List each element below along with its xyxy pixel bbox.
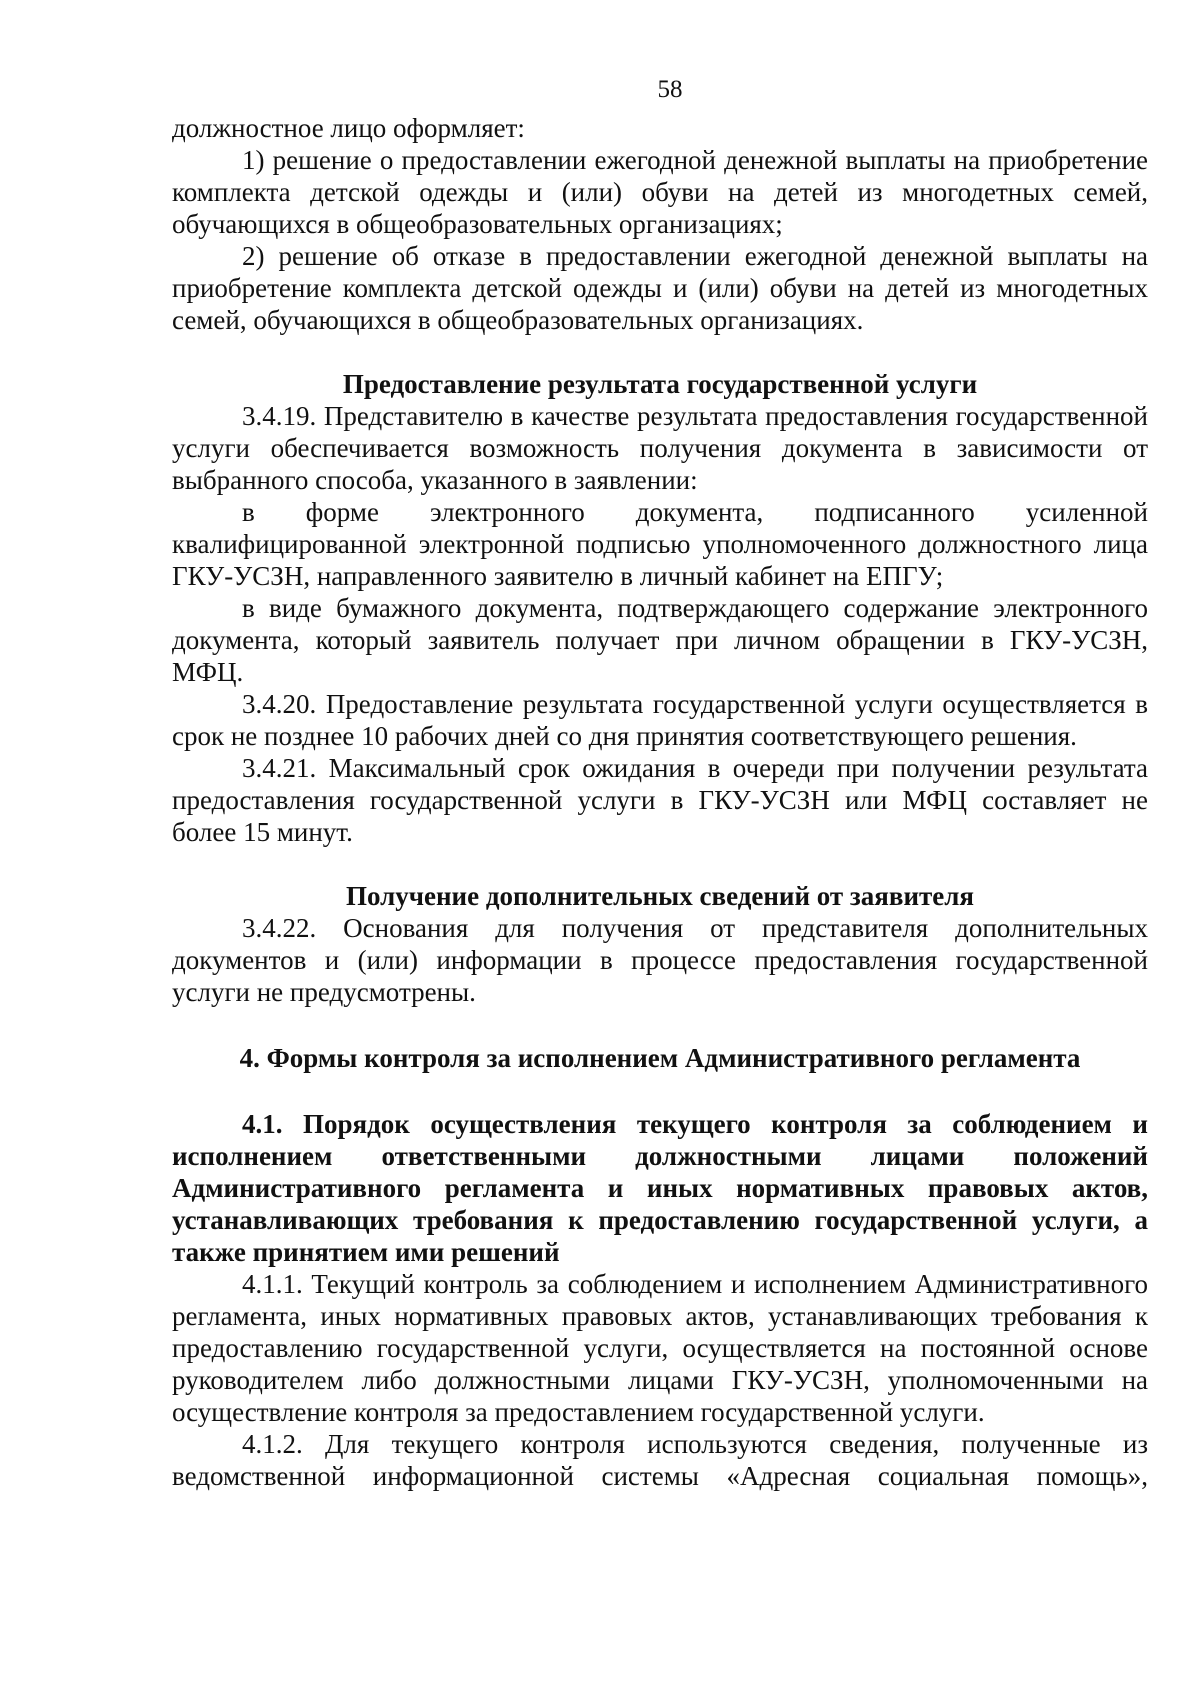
- paragraph-3-4-21: 3.4.21. Максимальный срок ожидания в очереди при получении результата предоставления государственной услуги в ГКУ-УСЗН или МФЦ составляет не более 15 минут.: [172, 753, 1148, 847]
- heading-section-4-1: 4.1. Порядок осуществления текущего контроля за соблюдением и исполнением ответственными должностными лицами положений Административного регламента и иных нормативных правовых актов, устанавливающих требования к предоставлению государственной услуги, а также принятием ими решений: [172, 1109, 1148, 1267]
- heading-result: Предоставление результата государственной услуги: [342, 369, 978, 399]
- page-number: 58: [657, 76, 683, 103]
- paragraph-paper-form: в виде бумажного документа, подтверждающего содержание электронного документа, который заявитель получает при личном обращении в ГКУ-УСЗН, МФЦ.: [172, 593, 1148, 687]
- paragraph-4-1-2: 4.1.2. Для текущего контроля используются сведения, полученные из ведомственной информационной системы «Адресная социальная помощь»,: [172, 1429, 1148, 1491]
- paragraph-decision-refusal: 2) решение об отказе в предоставлении ежегодной денежной выплаты на приобретение комплекта детской одежды и (или) обуви на детей из многодетных семей, обучающихся в общеобразовательных организациях.: [172, 241, 1148, 335]
- paragraph-intro: должностное лицо оформляет:: [172, 113, 525, 143]
- paragraph-electronic-form: в форме электронного документа, подписанного усиленной квалифицированной электронной подписью уполномоченного должностного лица ГКУ-УСЗН, направленного заявителю в личный кабинет на ЕПГУ;: [172, 497, 1148, 591]
- heading-additional-info: Получение дополнительных сведений от заявителя: [345, 881, 975, 911]
- paragraph-3-4-22: 3.4.22. Основания для получения от представителя дополнительных документов и (или) информации в процессе предоставления государственной услуги не предусмотрены.: [172, 913, 1148, 1007]
- paragraph-3-4-19: 3.4.19. Представителю в качестве результата предоставления государственной услуги обеспечивается возможность получения документа в зависимости от выбранного способа, указанного в заявлении:: [172, 401, 1148, 495]
- paragraph-decision-grant: 1) решение о предоставлении ежегодной денежной выплаты на приобретение комплекта детской одежды и (или) обуви на детей из многодетных семей, обучающихся в общеобразовательных организациях;: [172, 145, 1148, 239]
- document-page: [172, 70, 1148, 1492]
- heading-section-4: 4. Формы контроля за исполнением Административного регламента: [239, 1043, 1081, 1073]
- paragraph-4-1-1: 4.1.1. Текущий контроль за соблюдением и исполнением Административного регламента, иных нормативных правовых актов, устанавливающих требования к предоставлению государственной услуги, осуществляется на постоянной основе руководителем либо должностными лицами ГКУ-УСЗН, уполномоченными на осуществление контроля за предоставлением государственной услуги.: [172, 1269, 1148, 1427]
- paragraph-3-4-20: 3.4.20. Предоставление результата государственной услуги осуществляется в срок не позднее 10 рабочих дней со дня принятия соответствующего решения.: [172, 689, 1148, 751]
